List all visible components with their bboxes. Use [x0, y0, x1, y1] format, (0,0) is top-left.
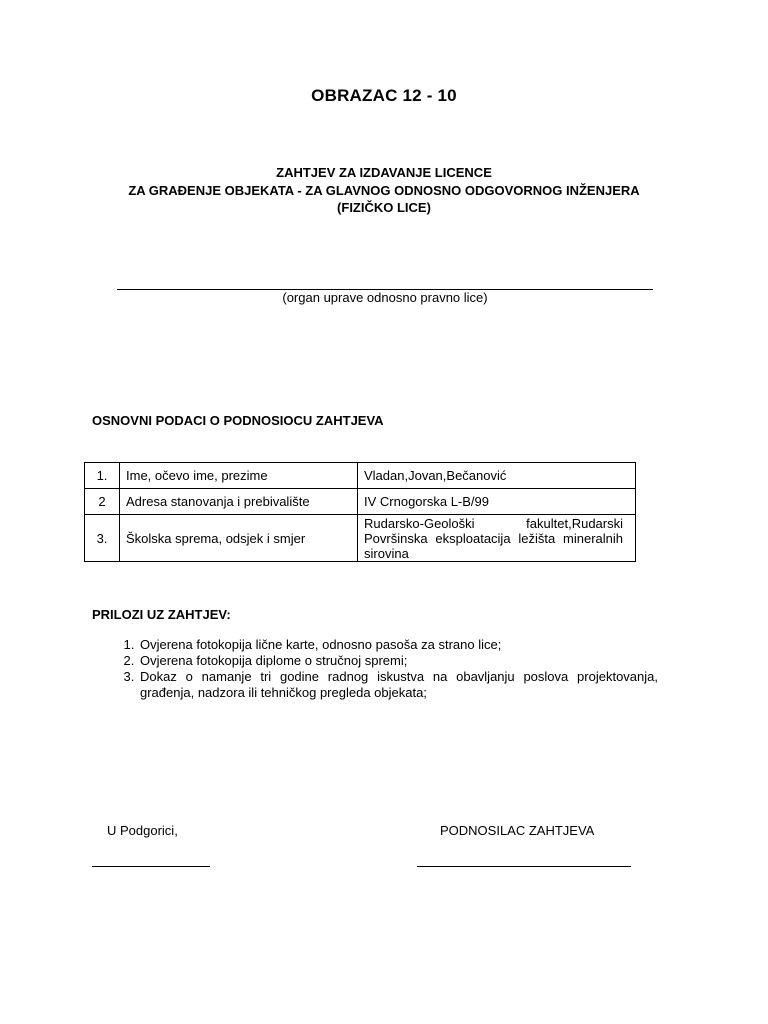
list-item: 2. Ovjerena fotokopija diplome o stručnoj spremi;: [138, 653, 658, 669]
attachments-list: [92, 637, 658, 701]
row-value: IV Crnogorska L-B/99: [358, 489, 636, 515]
form-heading-line-3: (FIZIČKO LICE): [337, 200, 431, 215]
row-value: Rudarsko-Geološki fakultet,Rudarski Površinska eksploatacija ležišta mineralnih sirovina: [364, 515, 623, 561]
signature-applicant-label: PODNOSILAC ZAHTJEVA: [440, 823, 595, 838]
row-value-cell: [358, 515, 636, 562]
applicant-signature-line: [417, 866, 631, 867]
attachments-section-title: PRILOZI UZ ZAHTJEV:: [92, 607, 231, 622]
form-code: OBRAZAC 12 - 10: [311, 86, 457, 105]
list-item: 1. Ovjerena fotokopija lične karte, odnosno pasoša za strano lice;: [138, 637, 658, 653]
form-heading-line-1: ZAHTJEV ZA IZDAVANJE LICENCE: [276, 165, 492, 180]
applicant-section-title: OSNOVNI PODACI O PODNOSIOCU ZAHTJEVA: [92, 413, 384, 428]
row-number: 1.: [85, 463, 120, 489]
signature-place: U Podgorici,: [107, 823, 178, 838]
table-row: [85, 489, 636, 515]
row-number: 3.: [85, 515, 120, 562]
row-label: Adresa stanovanja i prebivalište: [120, 489, 358, 515]
form-heading-line-2: ZA GRAĐENJE OBJEKATA - ZA GLAVNOG ODNOSNO ODGOVORNOG INŽENJERA: [128, 183, 640, 198]
row-label: Ime, očevo ime, prezime: [120, 463, 358, 489]
organ-caption: (organ uprave odnosno pravno lice): [282, 290, 488, 305]
date-signature-line: [92, 866, 210, 867]
applicant-data-table: [84, 462, 636, 562]
row-label: Školska sprema, odsjek i smjer: [120, 515, 358, 562]
row-number: 2: [85, 489, 120, 515]
row-value: Vladan,Jovan,Bečanović: [358, 463, 636, 489]
list-item: 3. Dokaz o namanje tri godine radnog iskustva na obavljanju poslova projektovanja, građenja, nadzora ili tehničkog pregleda objekata;: [138, 669, 658, 701]
table-row: [85, 515, 636, 562]
table-row: [85, 463, 636, 489]
